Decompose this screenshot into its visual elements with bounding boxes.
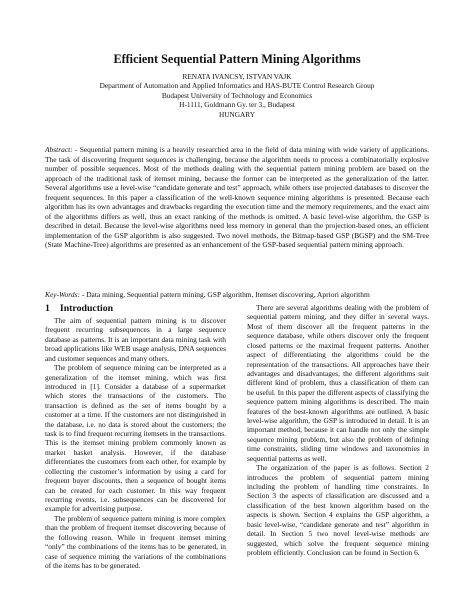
left-column [45,303,226,570]
section-heading-introduction [45,303,226,315]
author-country: HUNGARY [218,109,256,119]
right-column [247,303,429,557]
abstract-label: Abstract: - [45,145,78,154]
paragraph: The organization of the paper is as follows. Section 2 introduces the problem of sequential pattern mining including the problem of handling time constraints. In Section 3 the aspects of classification are discussed and a classification of the best known algorithm based on the aspects is shown. Section 4 explains the GSP algorithm, a basic level-wise, “candidate generate and test” algorithm in detail. In Section 5 two novel level-wise methods are suggested, which solve the frequent sequence mining problem efficiently. Conclusion can be found in Section 6. [247,463,429,557]
abstract-text: Sequential pattern mining is a heavily researched area in the field of data mining with wide variety of applications. The task of discovering frequent sequences is challenging, because the algorithm needs to process a combinatorially explosive number of possible sequences. Most of the methods dealing with the sequential pattern mining problem are based on the approach of the traditional task of itemset mining, because the former can be interpreted as the generalization of the latter. Several algorithms use a level-wise “candidate generate and test” approach, while others use projected databases to discover the frequent sequences. In this paper a classification of the well-known sequence mining algorithms is presented. Because each algorithm has its own advantages and drawbacks regarding the execution time and the memory requirements, and the exact aim of the algorithms differs as well, thus an exact ranking of the methods is omitted. A basic level-wise algorithm, the GSP is described in detail. Because the level-wise algorithms need less memory in general than the projection-based ones, an efficient implementation of the GSP algorithm is also suggested. Two novel methods, the Bitmap-based GSP (BGSP) and the SM-Tree (State Machine-Tree) algorithms are presented as an enhancement of the GSP-based sequential pattern mining approach. [45,145,429,250]
author-address: H-1111, Goldmann Gy. ter 3., Budapest [179,100,295,110]
paper-title: Efficient Sequential Pattern Mining Algorithms [113,52,361,66]
paragraph: There are several algorithms dealing with the problem of sequential pattern mining, and they differ in several ways. Most of them discover all the frequent patterns in the sequence database, while others discover only the frequent closed patterns or the maximal frequent patterns. Another aspect of differentiating the algorithms could be the representation of the transactions. All approaches have their advantages and disadvantages, the different algorithms suit different kind of problem, thus a classification of them can be useful. In this paper the different aspects of classifying the sequence pattern mining algorithms is described. The main features of the best-known algorithms are outlined. A basic level-wise algorithm, the GSP is introduced in detail. It is an important method, because it can handle not only the simple sequence mining problem, but also the problem of defining time constraints, sliding time windows and taxonomies in sequential patterns as well. [247,303,429,463]
paragraph: The problem of sequence pattern mining is more complex than the problem of frequent itemset discovering because of the following reason. While in frequent itemset mining “only” the combinations of the items has to be generated, in case of sequence mining the variations of the combinations of the items has to be generated. [45,513,226,570]
keywords [45,290,429,300]
keywords-text: Data mining, Sequential pattern mining, GSP algorithm, Itemset discovering, Apriori algorithm [84,290,370,299]
author-block [40,72,434,119]
section-title: Introduction [59,303,114,314]
paragraph: The aim of sequential pattern mining is to discover frequent recurring subsequences in a large sequence database as patterns. It is an important data mining task with broad applications like WEB usage analysis, DNA sequences and customer sequences and many others. [45,316,226,363]
author-names: RENATA IVANCSY, ISTVAN VAJK [182,72,292,81]
keywords-label: Key-Words: - [45,290,85,299]
section-number: 1 [45,303,50,314]
abstract [45,145,429,250]
paragraph: The problem of sequence mining can be interpreted as a generalization of the itemset mining, which was first introduced in [1]. Consider a database of a supermarket which stores the transactions of the customers. The transaction is defined as the set of items bought by a customer at a time. If the customers are not distinguished in the database, i.e. no data is stored about the customers; the task is to find frequent recurring itemsets in the transactions. This is the itemset mining problem commonly known as market basket analysis. However, if the database differentiates the customers from each other, for example by collecting the customer’s information by using a card for frequent buyer discounts, then a sequence of bought items can be created for each customer. In this way frequent recurring events, i.e. subsequences can be discovered for example for advertising purpose. [45,363,226,514]
author-department: Department of Automation and Applied Informatics and HAS-BUTE Control Research Group [99,81,375,91]
author-university: Budapest University of Technology and Economics [161,90,313,100]
